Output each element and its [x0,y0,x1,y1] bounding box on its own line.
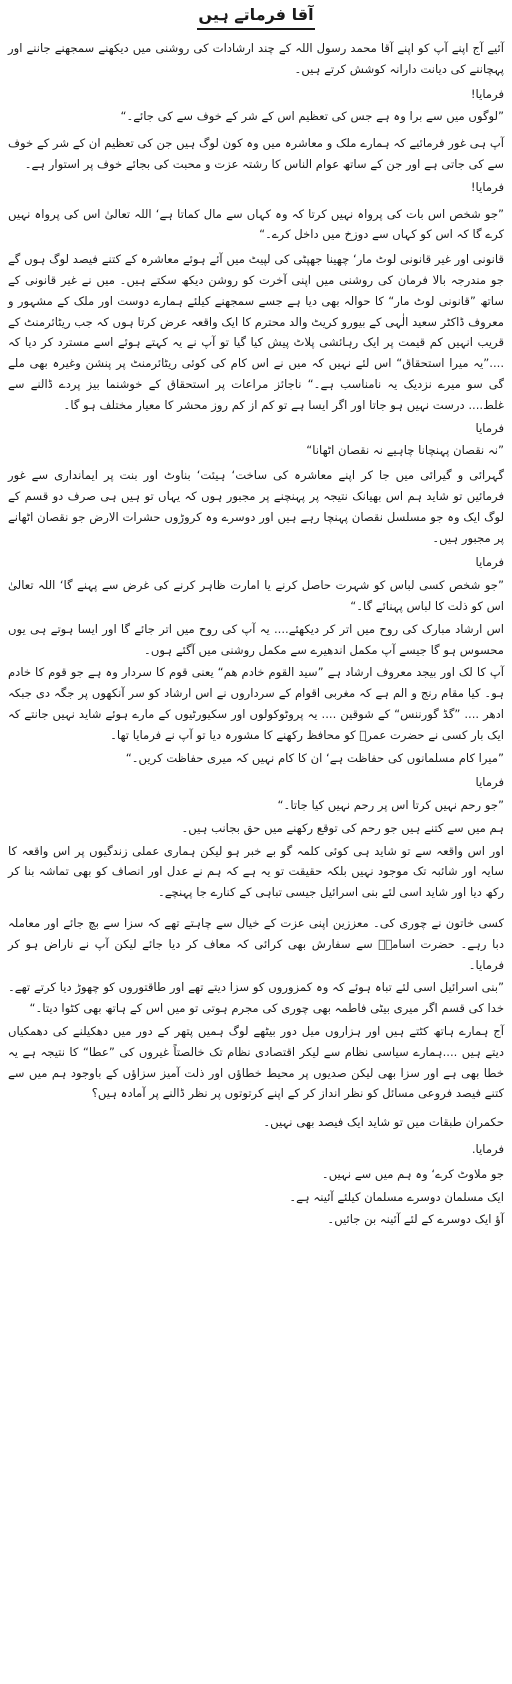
paragraph: فرمایا! [470,86,504,101]
paragraph: ”جو شخص کسی لباس کو شہرت حاصل کرنے یا امارت ظاہر کرنے کی غرض سے پہنے گا‘ اللہ تعالیٰ اس کو ذلت کا لباس پہنائے گا۔“ [8,578,504,613]
paragraph: جو ملاوٹ کرے‘ وہ ہم میں سے نہیں۔ [321,1166,504,1181]
paragraph: آؤ ایک دوسرے کے لئے آئینہ بن جائیں۔ [327,1212,504,1227]
paragraph: ”لوگوں میں سے برا وہ ہے جس کی تعظیم اس کے شر کے خوف سے کی جائے۔“ [120,109,504,124]
paragraph: قانونی اور غیر قانونی لوٹ مار‘ چھینا جھپٹی کی لپیٹ میں آئے ہوئے معاشرہ کے کتنے فیصد لوگ ہوں گے جو مندرجہ بالا فرمان کی روشنی میں اپنی آخرت کو روشن دیکھ سکتے ہیں۔ میں نے غیر قانونی کے ساتھ ”قانونی لوٹ مار“ کا حوالہ بھی دیا ہے جسے سمجھنے کیلئے ہمارے دوست اور ملک کے مشہور و معروف ڈاکٹر سعید الٰہی کے بیورو کریٹ والد محترم کا ایک واقعہ عرض کرتا ہوں کہ جب ریٹائرمنٹ کے قریب انہیں کم قیمت پر ایک رہائشی پلاٹ پیش کیا گیا تو آپ نے یہ کہتے ہوئے اسے مسترد کر دیا کہ ....”یہ میرا استحقاق“ اس لئے نہیں کہ میں نے اس کام کی کوئی ریٹائرمنٹ پر پنشن وغیرہ بھی ملے گی سو میرے نزدیک یہ نامناسب ہے۔“ ناجائز مراعات پر استحقاق کے خوشنما بیز پردے ڈالنے سے غلط.... درست نہیں ہو جاتا اور اگر ایسا ہے تو کم از کم روز محشر کا معیار مختلف ہو گا۔ [8,252,504,412]
paragraph: فرمایا [475,555,504,570]
paragraph: ایک مسلمان دوسرے مسلمان کیلئے آئینہ ہے۔ [289,1189,504,1204]
title-underline [197,28,315,30]
paragraph: حکمران طبقات میں تو شاید ایک فیصد بھی نہیں۔ [263,1115,504,1130]
paragraph: فرمایا [475,775,504,790]
article-body [8,38,504,1230]
paragraph: ”نہ نقصان پہنچانا چاہیے نہ نقصان اٹھانا“ [306,443,504,458]
paragraph: ہم میں سے کتنے ہیں جو رحم کی توقع رکھنے میں حق بجانب ہیں۔ [181,820,504,835]
paragraph: اس ارشاد مبارک کی روح میں اتر کر دیکھئے.... یہ آپ کی روح میں اتر جائے گا اور ایسا ہوتے ہی یوں محسوس ہو گا جیسے آپ مکمل اندھیرے سے مکمل روشنی میں آگئے ہوں۔ [8,621,504,657]
paragraph: آپ کا لک اور بیجد معروف ارشاد ہے ”سید القوم خادم ھم“ یعنی قوم کا سردار وہ ہے جو قوم کا خادم ہو۔ کیا مقام رنج و الم ہے کہ مغربی اقوام کے سرداروں نے اس ارشاد کو سر آنکھوں پر جگہ دی جبکہ ادھر .... ”گڈ گورننس“ کے شوقین .... یہ پروٹوکولوں اور سکیورٹیوں کے مارے ہوئے شاید نہیں جانتے کہ ایک بار کسی نے حضرت عمرؓ کو محافظ رکھنے کا مشورہ دیا تو آپ نے فرمایا تھا۔ [8,665,504,742]
paragraph: ”جو رحم نہیں کرتا اس پر رحم نہیں کیا جاتا۔“ [277,798,504,813]
paragraph: فرمایا. [471,1142,504,1157]
paragraph: آپ ہی غور فرمائیے کہ ہمارے ملک و معاشرہ میں وہ کون لوگ ہیں جن کی تعظیم ان کے شر کے خوف سے کی جاتی ہے اور جن کے ساتھ عوام الناس کا رشتہ عزت و محبت کی بجائے خوف پر استوار ہے۔ [8,136,504,171]
paragraph: فرمایا! [470,179,504,194]
paragraph: ”بنی اسرائیل اسی لئے تباہ ہوئے کہ وہ کمزوروں کو سزا دیتے تھے اور طاقتوروں کو چھوڑ دیا کرتے تھے۔ خدا کی قسم اگر میری بیٹی فاطمہ بھی چوری کی مجرم ہوتی تو میں اس کے ہاتھ بھی کٹوا دیتا۔“ [8,980,504,1016]
paragraph: ”میرا کام مسلمانوں کی حفاظت ہے‘ ان کا کام نہیں کہ میری حفاظت کریں۔“ [125,750,504,765]
paragraph: کسی خاتون نے چوری کی۔ معززین اپنی عزت کے خیال سے چاہتے تھے کہ سزا سے بچ جائے اور معاملہ دبا رہے۔ حضرت اسامہؓ سے سفارش بھی کرائی کہ معاف کر دیا جائے لیکن آپ نے ناراض ہو کر فرمایا۔ [8,916,504,972]
paragraph: ”جو شخص اس بات کی پرواہ نہیں کرتا کہ وہ کہاں سے مال کماتا ہے‘ اللہ تعالیٰ اس کی پرواہ نہیں کرے گا کہ اس کو کہاں سے دوزخ میں داخل کرے۔“ [8,206,504,242]
page-title: آقا فرماتے ہیں [198,5,314,24]
paragraph: آج ہمارے ہاتھ کٹتے ہیں اور ہزاروں میل دور بیٹھے لوگ ہمیں پتھر کے دور میں دھکیلنے کی دھمکیاں دیتے ہیں ....ہمارے سیاسی نظام سے لیکر اقتصادی نظام تک خالصتاً غیروں کی ”عطا“ کا نتیجہ ہے یہ خطا بھی ہے اور سزا بھی لیکن صدیوں پر محیط خطاؤں اور ذلت آمیز سزاؤں کے باوجود ہم میں سے کتنے فیصد فروعی مسائل کو نظر انداز کر کے اپنے کرتوتوں پر نظر ڈالنے پر آمادہ ہیں؟ [8,1024,504,1101]
paragraph: فرمایا [475,420,504,435]
paragraph: آئیے آج اپنے آپ کو اپنے آقا محمد رسول اللہ کے چند ارشادات کی روشنی میں دیکھنے سمجھنے جاننے اور پہچاننے کی دیانت دارانہ کوشش کرتے ہیں۔ [8,41,504,76]
paragraph: اور اس واقعہ سے تو شاید ہی کوئی کلمہ گو بے خبر ہو لیکن ہماری عملی زندگیوں پر اس واقعہ کا سایہ اور شائبہ تک موجود نہیں بلکہ حقیقت تو یہ ہے کہ ہم نے عدل اور انصاف کو بھی تماشہ بنا کر رکھ دیا اور شاید اسی لئے بنی اسرائیل جیسی تباہی کے کنارے جا پہنچے۔ [8,843,504,900]
paragraph: گہرائی و گیرائی میں جا کر اپنے معاشرہ کی ساخت‘ ہیئت‘ بناوٹ اور بنت پر ایمانداری سے غور فرمائیں تو شاید ہم اس بھیانک نتیجہ پر پہنچنے پر مجبور ہوں کہ یہاں تو ہیں ہی صرف دو قسم کے لوگ ایک وہ جو مسلسل نقصان پہنچا رہے ہیں اور دوسرے وہ کروڑوں حشرات الارض جو نقصان اٹھانے پر مجبور ہیں۔ [8,468,504,545]
